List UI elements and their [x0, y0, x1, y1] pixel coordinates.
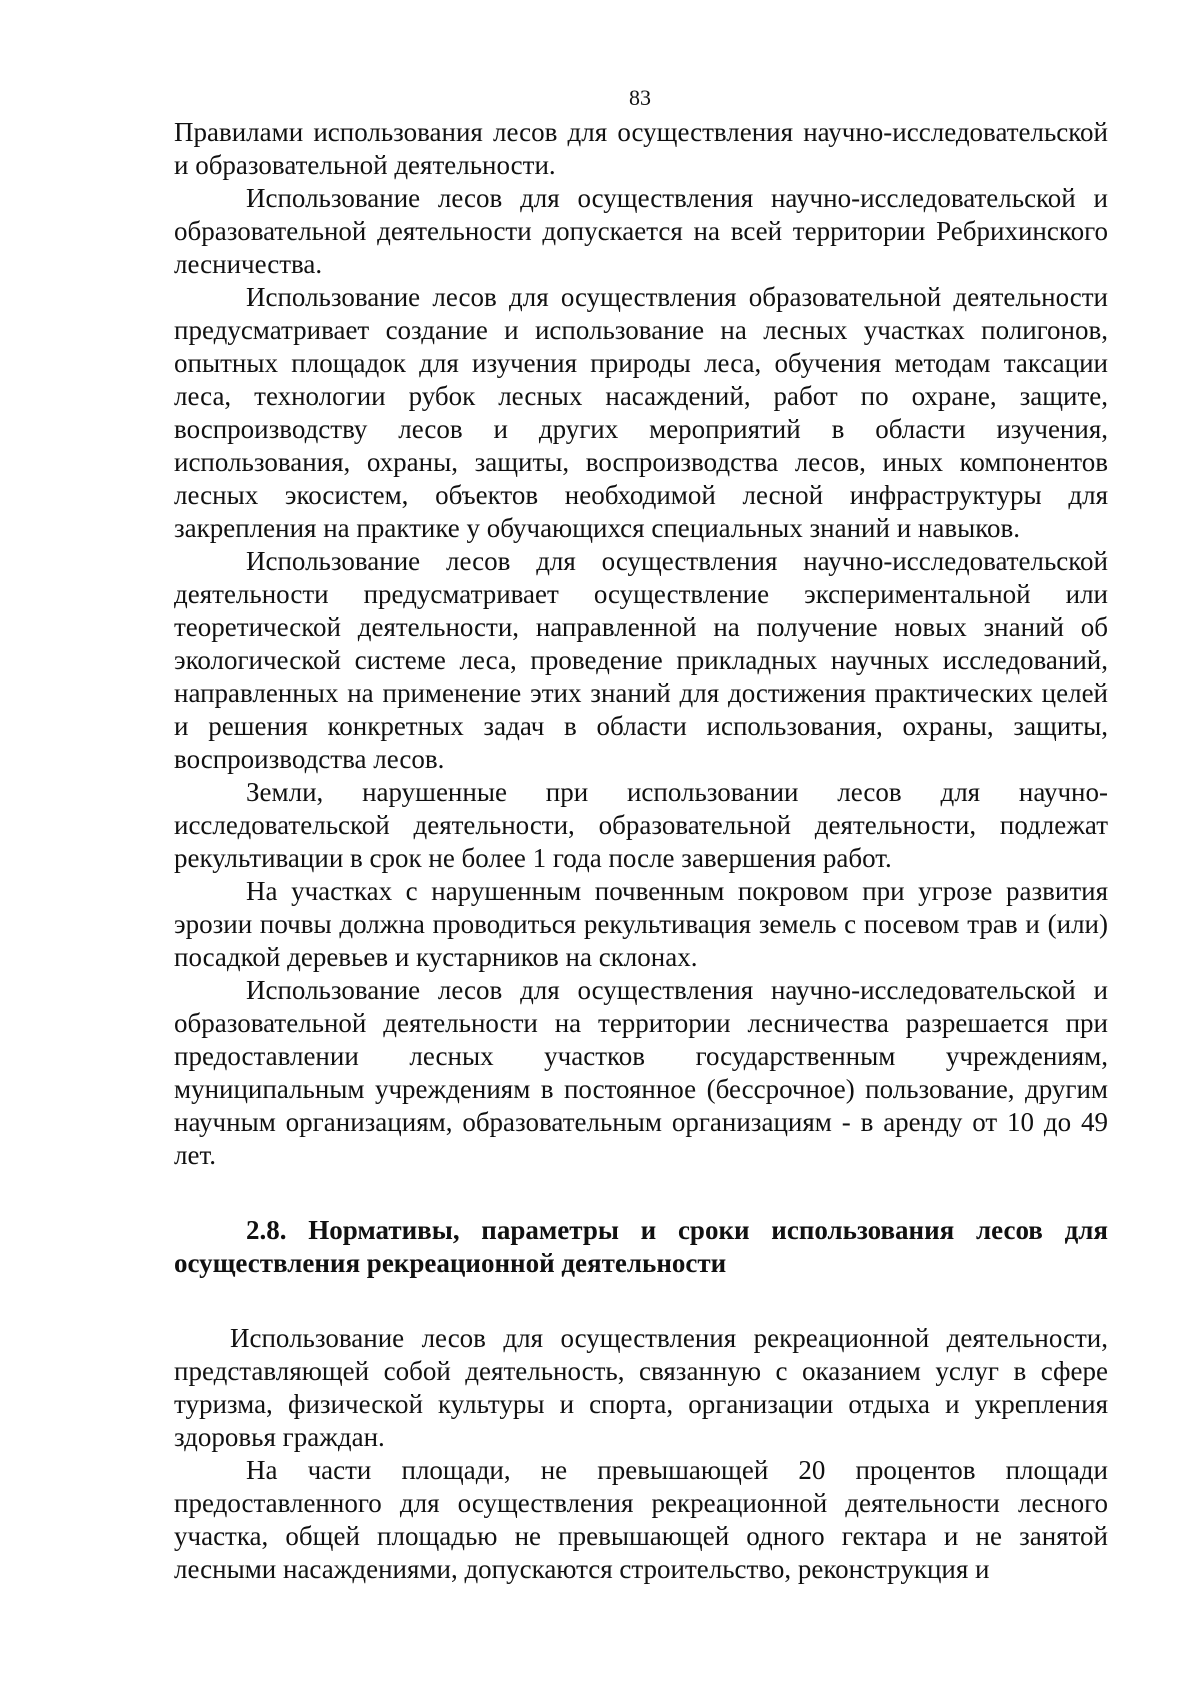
- paragraph-truncated: На части площади, не превышающей 20 процентов площади предоставленного для осуществления рекреационной деятельности лесного участка, общей площадью не превышающей одного гектара и не занятой лесными насаждениями, допускаются строительство, реконструкция и: [174, 1455, 1108, 1584]
- paragraph-continuation: Правилами использования лесов для осуществления научно-исследовательской и образовательной деятельности.: [174, 117, 1108, 180]
- paragraph: Использование лесов для осуществления рекреационной деятельности, представляющей собой деятельность, связанную с оказанием услуг в сфере туризма, физической культуры и спорта, организации отдыха и укрепления здоровья граждан.: [174, 1323, 1108, 1452]
- paragraph: Использование лесов для осуществления образовательной деятельности предусматривает создание и использование на лесных участках полигонов, опытных площадок для изучения природы леса, обучения методам таксации леса, технологии рубок лесных насаждений, работ по охране, защите, воспроизводству лесов и других мероприятий в области изучения, использования, охраны, защиты, воспроизводства лесов, иных компонентов лесных экосистем, объектов необходимой лесной инфраструктуры для закрепления на практике у обучающихся специальных знаний и навыков.: [174, 282, 1108, 543]
- paragraph: Использование лесов для осуществления научно-исследовательской и образовательной деятельности допускается на всей территории Ребрихинского лесничества.: [174, 183, 1108, 279]
- document-body: [174, 116, 1108, 1586]
- paragraph: Использование лесов для осуществления научно-исследовательской деятельности предусматривает осуществление экспериментальной или теоретической деятельности, направленной на получение новых знаний об экологической системе леса, проведение прикладных научных исследований, направленных на применение этих знаний для достижения практических целей и решения конкретных задач в области использования, охраны, защиты, воспроизводства лесов.: [174, 546, 1108, 774]
- paragraph: Использование лесов для осуществления научно-исследовательской и образовательной деятельности на территории лесничества разрешается при предоставлении лесных участков государственным учреждениям, муниципальным учреждениям в постоянное (бессрочное) пользование, другим научным организациям, образовательным организациям - в аренду от 10 до 49 лет.: [174, 975, 1108, 1170]
- paragraph: Земли, нарушенные при использовании лесов для научно-исследовательской деятельности, образовательной деятельности, подлежат рекультивации в срок не более 1 года после завершения работ.: [174, 777, 1108, 873]
- paragraph: На участках с нарушенным почвенным покровом при угрозе развития эрозии почвы должна проводиться рекультивация земель с посевом трав и (или) посадкой деревьев и кустарников на склонах.: [174, 876, 1108, 972]
- page-number: 83: [629, 85, 651, 110]
- section-heading: 2.8. Нормативы, параметры и сроки использования лесов для осуществления рекреационной деятельности: [174, 1215, 1108, 1278]
